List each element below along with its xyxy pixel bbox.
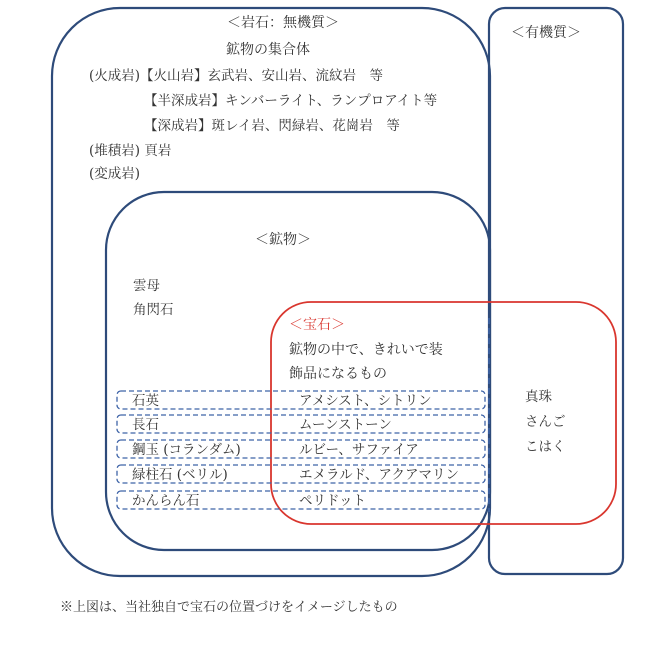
organic-box <box>489 8 623 574</box>
gem-desc-line-2: 飾品になるもの <box>289 366 387 382</box>
pair-gems-quartz: アメシスト、シトリン <box>299 393 432 409</box>
pair-mineral-beryl: 緑柱石 (ベリル) <box>132 467 228 483</box>
rock-line-hypabyssal: 【半深成岩】キンバーライト、ランプロアイト等 <box>144 93 438 109</box>
mineral-item-amphibole: 角閃石 <box>133 302 174 318</box>
pair-gems-beryl: エメラルド、アクアマリン <box>299 467 459 483</box>
pair-mineral-olivine: かんらん石 <box>132 493 200 509</box>
gem-title: ＜宝石＞ <box>289 317 345 333</box>
pair-mineral-corundum: 鋼玉 (コランダム) <box>132 442 241 458</box>
rock-title: ＜岩石：無機質＞ <box>227 15 339 31</box>
organic-title: ＜有機質＞ <box>511 25 581 41</box>
mineral-item-mica: 雲母 <box>133 278 160 294</box>
rock-subtitle: 鉱物の集合体 <box>226 42 310 58</box>
organic-item-coral: さんご <box>525 414 566 430</box>
pair-gems-feldspar: ムーンストーン <box>299 417 392 433</box>
rock-line-metamorphic: (変成岩) <box>89 166 141 182</box>
footnote: ※上図は、当社独自で宝石の位置づけをイメージしたもの <box>60 600 398 615</box>
mineral-title: ＜鉱物＞ <box>255 232 311 248</box>
organic-item-pearl: 真珠 <box>525 389 552 405</box>
pair-gems-olivine: ペリドット <box>299 493 366 509</box>
pair-gems-corundum: ルビー、サファイア <box>299 442 419 458</box>
rock-line-plutonic: 【深成岩】斑レイ岩、閃緑岩、花崗岩 等 <box>144 118 400 134</box>
gem-desc-line-1: 鉱物の中で、きれいで装 <box>289 342 443 358</box>
organic-item-amber: こはく <box>525 439 566 455</box>
pair-mineral-quartz: 石英 <box>132 393 159 409</box>
rock-line-sedimentary: (堆積岩) 頁岩 <box>89 143 172 159</box>
rock-line-igneous-volcanic: (火成岩)【火山岩】玄武岩、安山岩、流紋岩 等 <box>89 68 384 84</box>
pair-mineral-feldspar: 長石 <box>132 417 159 433</box>
